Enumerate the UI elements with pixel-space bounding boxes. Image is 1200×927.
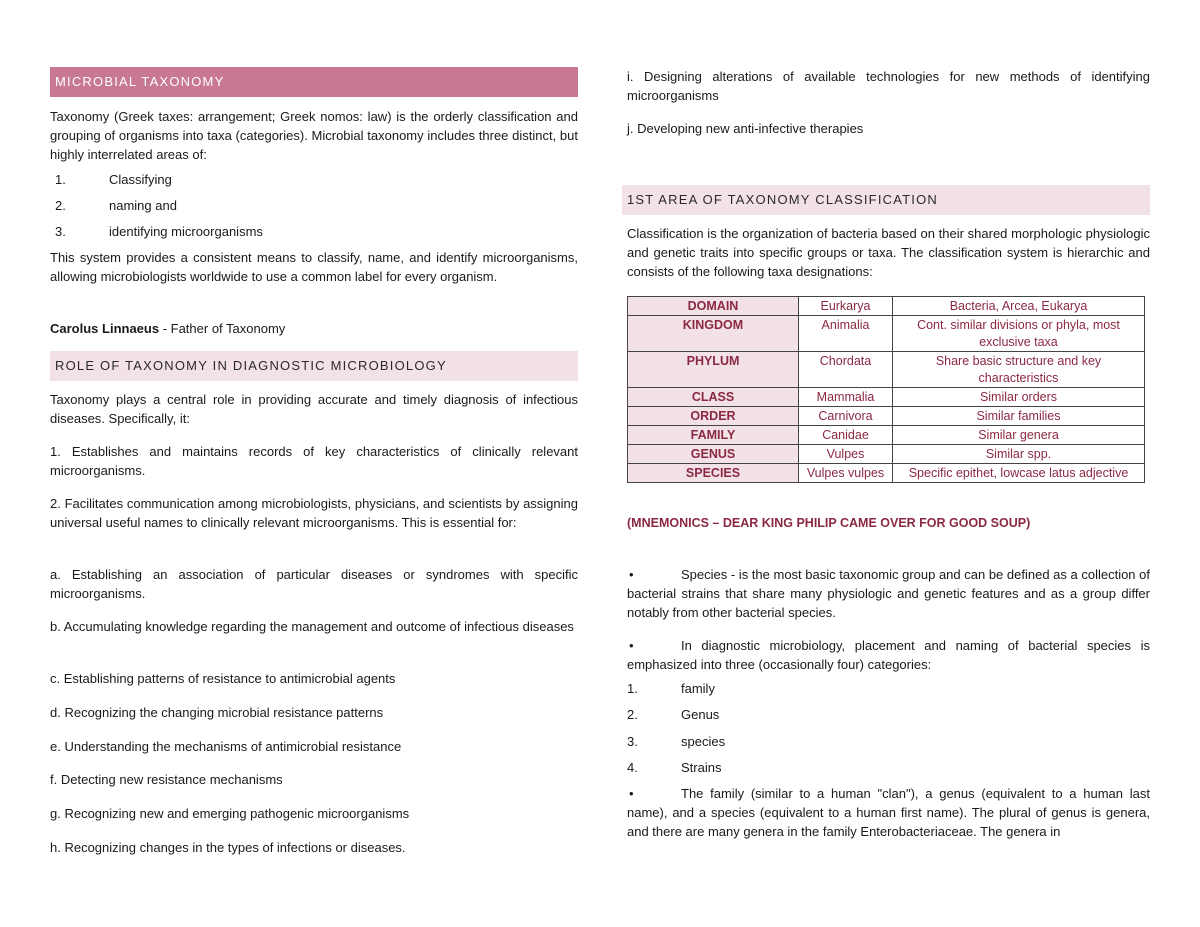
rank-cell: DOMAIN <box>628 297 799 316</box>
table-row <box>628 426 1145 445</box>
description-cell: Cont. similar divisions or phyla, most exclusive taxa <box>893 316 1145 352</box>
classification-paragraph: Classification is the organization of bacteria based on their shared morphologic physiologic and genetic traits into specific groups or taxa. The classification system is hierarchic and consists of the following taxa designations: <box>627 226 1150 279</box>
point-g: g. Recognizing new and emerging pathogenic microorganisms <box>50 806 410 821</box>
species-definition-text: Species - is the most basic taxonomic group and can be defined as a collection of bacterial strains that share many physiologic and genetic features and as a group differ notably from other bacterial species. <box>627 567 1150 620</box>
list-item <box>622 705 1150 724</box>
table-row <box>628 297 1145 316</box>
description-cell: Bacteria, Arcea, Eukarya <box>893 297 1145 316</box>
list-number: 3. <box>627 734 638 749</box>
taxonomy-table <box>627 296 1145 483</box>
section-heading-first-area: 1ST AREA OF TAXONOMY CLASSIFICATION <box>622 185 1150 215</box>
system-paragraph: This system provides a consistent means to classify, name, and identify microorganisms, allowing microbiologists worldwide to use a common label for every organism. <box>50 250 578 284</box>
list-text: species <box>681 734 726 749</box>
example-cell: Chordata <box>799 352 893 388</box>
linnaeus-title: - Father of Taxonomy <box>159 321 286 336</box>
list-number: 2. <box>627 707 638 722</box>
mnemonic-line: (MNEMONICS – DEAR KING PHILIP CAME OVER FOR GOOD SOUP) <box>627 516 1031 530</box>
example-cell: Animalia <box>799 316 893 352</box>
table-row <box>628 388 1145 407</box>
list-item <box>622 758 1150 777</box>
table-row <box>628 464 1145 483</box>
section-heading-role-of-taxonomy: ROLE OF TAXONOMY IN DIAGNOSTIC MICROBIOLOGY <box>50 351 578 381</box>
role-intro: Taxonomy plays a central role in providing accurate and timely diagnosis of infectious diseases. Specifically, it: <box>50 392 578 426</box>
rank-cell: KINGDOM <box>628 316 799 352</box>
list-item <box>622 679 1150 698</box>
example-cell: Vulpes vulpes <box>799 464 893 483</box>
example-cell: Mammalia <box>799 388 893 407</box>
linnaeus-name: Carolus Linnaeus <box>50 321 160 336</box>
section-heading-microbial-taxonomy: MICROBIAL TAXONOMY <box>50 67 578 97</box>
list-text: naming and <box>109 198 177 213</box>
description-cell: Share basic structure and key characteristics <box>893 352 1145 388</box>
point-h: h. Recognizing changes in the types of infections or diseases. <box>50 840 406 855</box>
list-text: family <box>681 681 715 696</box>
rank-cell: PHYLUM <box>628 352 799 388</box>
placement-paragraph <box>622 636 1150 674</box>
list-number: 4. <box>627 760 638 775</box>
point-1: 1. Establishes and maintains records of key characteristics of clinically relevant microorganisms. <box>50 444 578 478</box>
list-text: identifying microorganisms <box>109 224 263 239</box>
description-cell: Similar genera <box>893 426 1145 445</box>
point-e: e. Understanding the mechanisms of antimicrobial resistance <box>50 739 402 754</box>
family-text: The family (similar to a human "clan"), a genus (equivalent to a human last name), and a species (equivalent to a human first name). The plural of genus is genera, and there are many genera in the family Enterobacteriaceae. The genera in <box>627 786 1150 839</box>
list-item <box>50 196 578 215</box>
table-row <box>628 316 1145 352</box>
rank-cell: SPECIES <box>628 464 799 483</box>
list-item <box>50 170 578 189</box>
rank-cell: GENUS <box>628 445 799 464</box>
example-cell: Carnivora <box>799 407 893 426</box>
description-cell: Similar orders <box>893 388 1145 407</box>
table-row <box>628 445 1145 464</box>
list-number: 1. <box>627 681 638 696</box>
family-paragraph <box>622 784 1150 841</box>
point-f: f. Detecting new resistance mechanisms <box>50 772 283 787</box>
list-text: Genus <box>681 707 720 722</box>
point-2: 2. Facilitates communication among microbiologists, physicians, and scientists by assigning universal useful names to clinically relevant microorganisms. This is essential for: <box>50 496 578 530</box>
list-item <box>50 222 578 241</box>
bullet-icon: • <box>629 786 634 801</box>
point-a: a. Establishing an association of particular diseases or syndromes with specific microorganisms. <box>50 567 578 601</box>
point-j: j. Developing new anti-infective therapies <box>627 121 864 136</box>
description-cell: Specific epithet, lowcase latus adjective <box>893 464 1145 483</box>
description-cell: Similar spp. <box>893 445 1145 464</box>
point-d: d. Recognizing the changing microbial resistance patterns <box>50 705 384 720</box>
list-number: 3. <box>55 224 66 239</box>
table-row <box>628 352 1145 388</box>
example-cell: Vulpes <box>799 445 893 464</box>
rank-cell: ORDER <box>628 407 799 426</box>
table-row <box>628 407 1145 426</box>
rank-cell: FAMILY <box>628 426 799 445</box>
placement-text: In diagnostic microbiology, placement and naming of bacterial species is emphasized into three (occasionally four) categories: <box>627 638 1150 672</box>
list-item <box>622 732 1150 751</box>
list-text: Strains <box>681 760 722 775</box>
species-definition <box>622 565 1150 622</box>
list-number: 1. <box>55 172 66 187</box>
point-c: c. Establishing patterns of resistance to antimicrobial agents <box>50 671 396 686</box>
list-number: 2. <box>55 198 66 213</box>
bullet-icon: • <box>629 638 634 653</box>
list-text: Classifying <box>109 172 172 187</box>
example-cell: Canidae <box>799 426 893 445</box>
intro-paragraph: Taxonomy (Greek taxes: arrangement; Greek nomos: law) is the orderly classification and grouping of organisms into taxa (categories). Microbial taxonomy includes three distinct, but highly interrelated areas of: <box>50 109 578 162</box>
description-cell: Similar families <box>893 407 1145 426</box>
linnaeus-line <box>50 319 578 338</box>
rank-cell: CLASS <box>628 388 799 407</box>
example-cell: Eurkarya <box>799 297 893 316</box>
bullet-icon: • <box>629 567 634 582</box>
point-b: b. Accumulating knowledge regarding the management and outcome of infectious diseases <box>50 619 574 634</box>
point-i: i. Designing alterations of available technologies for new methods of identifying microorganisms <box>627 69 1150 103</box>
